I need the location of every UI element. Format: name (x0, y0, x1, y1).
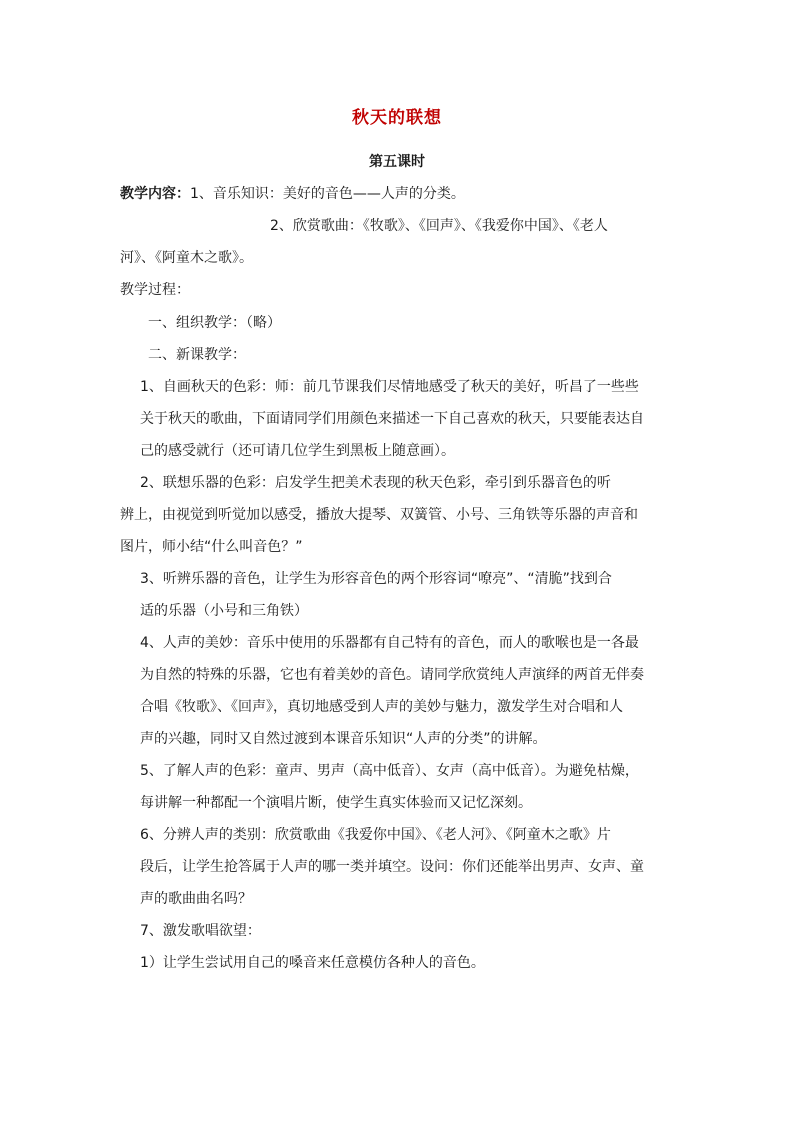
para-6-line-1: 6、分辨人声的类别：欣赏歌曲《我爱你中国》、《老人河》、《阿童木之歌》片 (140, 827, 611, 843)
para-6-line-3: 声的歌曲曲名吗？ (140, 891, 252, 907)
teaching-content-label: 教学内容： (120, 186, 190, 202)
para-4-line-4: 声的兴趣，同时又自然过渡到本课音乐知识“人声的分类”的讲解。 (140, 731, 547, 747)
para-4-line-1: 4、人声的美妙：音乐中使用的乐器都有自己特有的音色，而人的歌喉也是一各最 (140, 635, 639, 651)
para-3-line-2: 适的乐器（小号和三角铁） (140, 603, 308, 619)
para-1-line-1: 1、自画秋天的色彩：师：前几节课我们尽情地感受了秋天的美好，听昌了一些些 (140, 379, 639, 395)
para-6-line-2: 段后，让学生抢答属于人声的哪一类并填空。设问：你们还能举出男声、女声、童 (140, 859, 644, 875)
para-1-line-3: 己的感受就行（还可请几位学生到黑板上随意画）。 (140, 443, 455, 459)
para-2-line-3: 图片，师小结“什么叫音色？” (120, 539, 303, 555)
para-7-line-2: 1）让学生尝试用自己的嗓音来任意模仿各种人的音色。 (140, 955, 485, 971)
teaching-content-line (120, 184, 465, 204)
para-7-line-1: 7、激发歌唱欲望： (140, 923, 261, 939)
document-title: 秋天的联想 (352, 108, 442, 128)
para-4-line-2: 为自然的特殊的乐器，它也有着美妙的音色。请同学欣赏纯人声演绎的两首无伴奏 (140, 667, 644, 683)
para-3-line-1: 3、听辨乐器的音色，让学生为形容音色的两个形容词“嘹亮”、“清脆”找到合 (140, 571, 612, 587)
teaching-content-item-1: 1、音乐知识：美好的音色——人声的分类。 (190, 186, 465, 202)
para-1-line-2: 关于秋天的歌曲，下面请同学们用颜色来描述一下自己喜欢的秋天，只要能表达自 (140, 411, 644, 427)
para-2-line-1: 2、联想乐器的色彩：启发学生把美术表现的秋天色彩，牵引到乐器音色的听 (140, 475, 611, 491)
lesson-subtitle: 第五课时 (369, 154, 425, 170)
teaching-content-item-2-cont: 河》、《阿童木之歌》。 (120, 250, 253, 266)
teaching-process-label: 教学过程： (120, 282, 190, 298)
para-2-line-2: 辨上，由视觉到听觉加以感受，播放大提琴、双簧管、小号、三角铁等乐器的声音和 (120, 507, 638, 523)
para-5-line-2: 每讲解一种都配一个演唱片断，使学生真实体验而又记忆深刻。 (140, 795, 532, 811)
para-5-line-1: 5、了解人声的色彩：童声、男声（高中低音）、女声（高中低音）。为避免枯燥， (140, 763, 639, 779)
step-new-lesson: 二、新课教学： (148, 347, 246, 363)
teaching-content-item-2: 2、欣赏歌曲：《牧歌》、《回声》、《我爱你中国》、《老人 (270, 218, 608, 234)
step-organize: 一、组织教学：（略） (148, 315, 281, 331)
para-4-line-3: 合唱《牧歌》、《回声》，真切地感受到人声的美妙与魅力，激发学生对合唱和人 (140, 699, 623, 715)
